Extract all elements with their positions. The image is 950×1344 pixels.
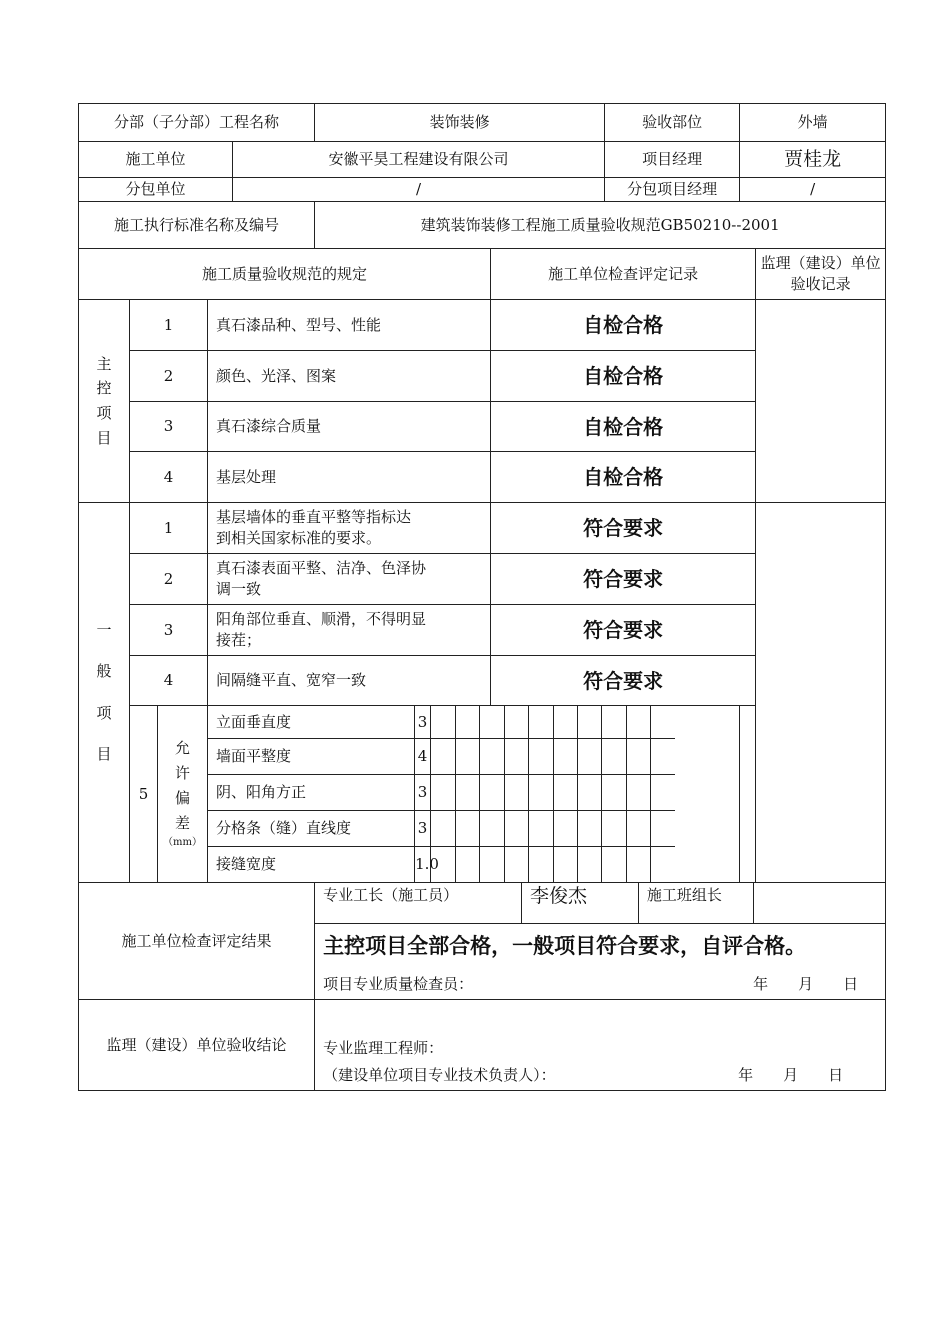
- deviation-item-value: 3: [415, 775, 431, 811]
- deviation-item-value: 3: [415, 811, 431, 847]
- deviation-item-name: 分格条（缝）直线度: [208, 811, 415, 847]
- supervision-date: 年 月 日: [738, 1065, 844, 1084]
- main-item-text: 基层处理: [208, 452, 491, 503]
- unit-label: 施工单位: [79, 142, 233, 178]
- supervision-column-header: [756, 249, 886, 300]
- inspector-label: 项目专业质量检查员：: [323, 974, 474, 993]
- general-item-text: 基层墙体的垂直平整等指标达 到相关国家标准的要求。: [208, 503, 491, 554]
- result-section-row: [79, 883, 886, 1000]
- team-leader-value: [753, 883, 885, 923]
- deviation-item-name: 阴、阳角方正: [208, 775, 415, 811]
- manager-value: 贾桂龙: [740, 142, 886, 178]
- deviation-item-value: 3: [415, 706, 431, 739]
- header-row-unit: [79, 142, 886, 178]
- main-item-number: 4: [130, 452, 208, 503]
- result-section-content: [315, 883, 886, 1000]
- project-label: 分部（子分部）工程名称: [79, 104, 315, 142]
- general-item-number: 3: [130, 605, 208, 656]
- main-item-result: 自检合格: [491, 300, 756, 351]
- supervision-header-line2: 验收记录: [790, 275, 851, 293]
- owner-label: （建设单位项目专业技术负责人）：: [323, 1065, 556, 1084]
- main-item-result: 自检合格: [491, 351, 756, 402]
- foreman-label: 专业工长（施工员）: [315, 883, 521, 923]
- general-item-number: 1: [130, 503, 208, 554]
- deviation-item-name: 墙面平整度: [208, 739, 415, 775]
- deviation-item-value: 4: [415, 739, 431, 775]
- general-items-supervision-record: [756, 503, 886, 883]
- sub-manager-value: /: [740, 178, 886, 202]
- manager-label: 项目经理: [605, 142, 740, 178]
- measurement-grid-cell: [431, 706, 740, 883]
- team-leader-label: 施工班组长: [638, 883, 753, 923]
- general-item-result: 符合要求: [491, 503, 756, 554]
- main-items-supervision-record: [756, 300, 886, 503]
- general-items-group-label: 一 般 项 目: [79, 503, 130, 883]
- main-item-text: 颜色、光泽、图案: [208, 351, 491, 402]
- deviation-unit: （mm）: [163, 837, 202, 849]
- result-section-label: 施工单位检查评定结果: [79, 883, 315, 1000]
- check-column-header: 施工单位检查评定记录: [491, 249, 756, 300]
- conclusion-text: 主控项目全部合格，一般项目符合要求，自评合格。: [323, 933, 807, 958]
- measurement-grid: [431, 706, 675, 882]
- main-item-result: 自检合格: [491, 402, 756, 452]
- general-item-text: 真石漆表面平整、洁净、色泽协 调一致: [208, 554, 491, 605]
- deviation-item-value: 1.0: [415, 847, 431, 883]
- general-item-text: 间隔缝平直、宽窄一致: [208, 656, 491, 706]
- foreman-value: 李俊杰: [522, 883, 639, 923]
- inspection-form: [78, 103, 886, 1091]
- general-item-number: 4: [130, 656, 208, 706]
- engineer-label: 专业监理工程师：: [323, 1038, 444, 1057]
- project-value: 装饰装修: [315, 104, 605, 142]
- header-row-standard: [79, 202, 886, 249]
- result-date: 年 月 日: [753, 974, 859, 993]
- general-item-row: [79, 503, 886, 554]
- header-row-project: [79, 104, 886, 142]
- main-item-number: 1: [130, 300, 208, 351]
- spec-column-header: 施工质量验收规范的规定: [79, 249, 491, 300]
- standard-label: 施工执行标准名称及编号: [79, 202, 315, 249]
- supervision-section-content: [315, 1000, 886, 1091]
- supervision-section-row: [79, 1000, 886, 1091]
- location-value: 外墙: [740, 104, 886, 142]
- supervision-section-label: 监理（建设）单位验收结论: [79, 1000, 315, 1091]
- general-item-text: 阳角部位垂直、顺滑，不得明显 接茬；: [208, 605, 491, 656]
- unit-value: 安徽平昊工程建设有限公司: [233, 142, 605, 178]
- sub-manager-label: 分包项目经理: [605, 178, 740, 202]
- column-header-row: [79, 249, 886, 300]
- general-item-result: 符合要求: [491, 656, 756, 706]
- main-item-row: [79, 300, 886, 351]
- sub-label: 分包单位: [79, 178, 233, 202]
- location-label: 验收部位: [605, 104, 740, 142]
- header-row-sub: [79, 178, 886, 202]
- deviation-item-name: 接缝宽度: [208, 847, 415, 883]
- deviation-label: 允 许 偏 差 （mm）: [158, 706, 208, 883]
- main-item-number: 2: [130, 351, 208, 402]
- general-item-number: 2: [130, 554, 208, 605]
- supervision-sub-table: [315, 1036, 885, 1090]
- main-items-group-label: 主 控 项 目: [79, 300, 130, 503]
- sub-value: /: [233, 178, 605, 202]
- deviation-number: 5: [130, 706, 158, 883]
- general-item-result: 符合要求: [491, 554, 756, 605]
- supervision-header-line1: 监理（建设）单位: [760, 254, 881, 272]
- main-item-result: 自检合格: [491, 452, 756, 503]
- result-sub-table: [315, 883, 885, 999]
- main-item-text: 真石漆综合质量: [208, 402, 491, 452]
- standard-value: 建筑装饰装修工程施工质量验收规范GB50210--2001: [315, 202, 886, 249]
- main-item-text: 真石漆品种、型号、性能: [208, 300, 491, 351]
- main-item-number: 3: [130, 402, 208, 452]
- deviation-item-name: 立面垂直度: [208, 706, 415, 739]
- general-item-result: 符合要求: [491, 605, 756, 656]
